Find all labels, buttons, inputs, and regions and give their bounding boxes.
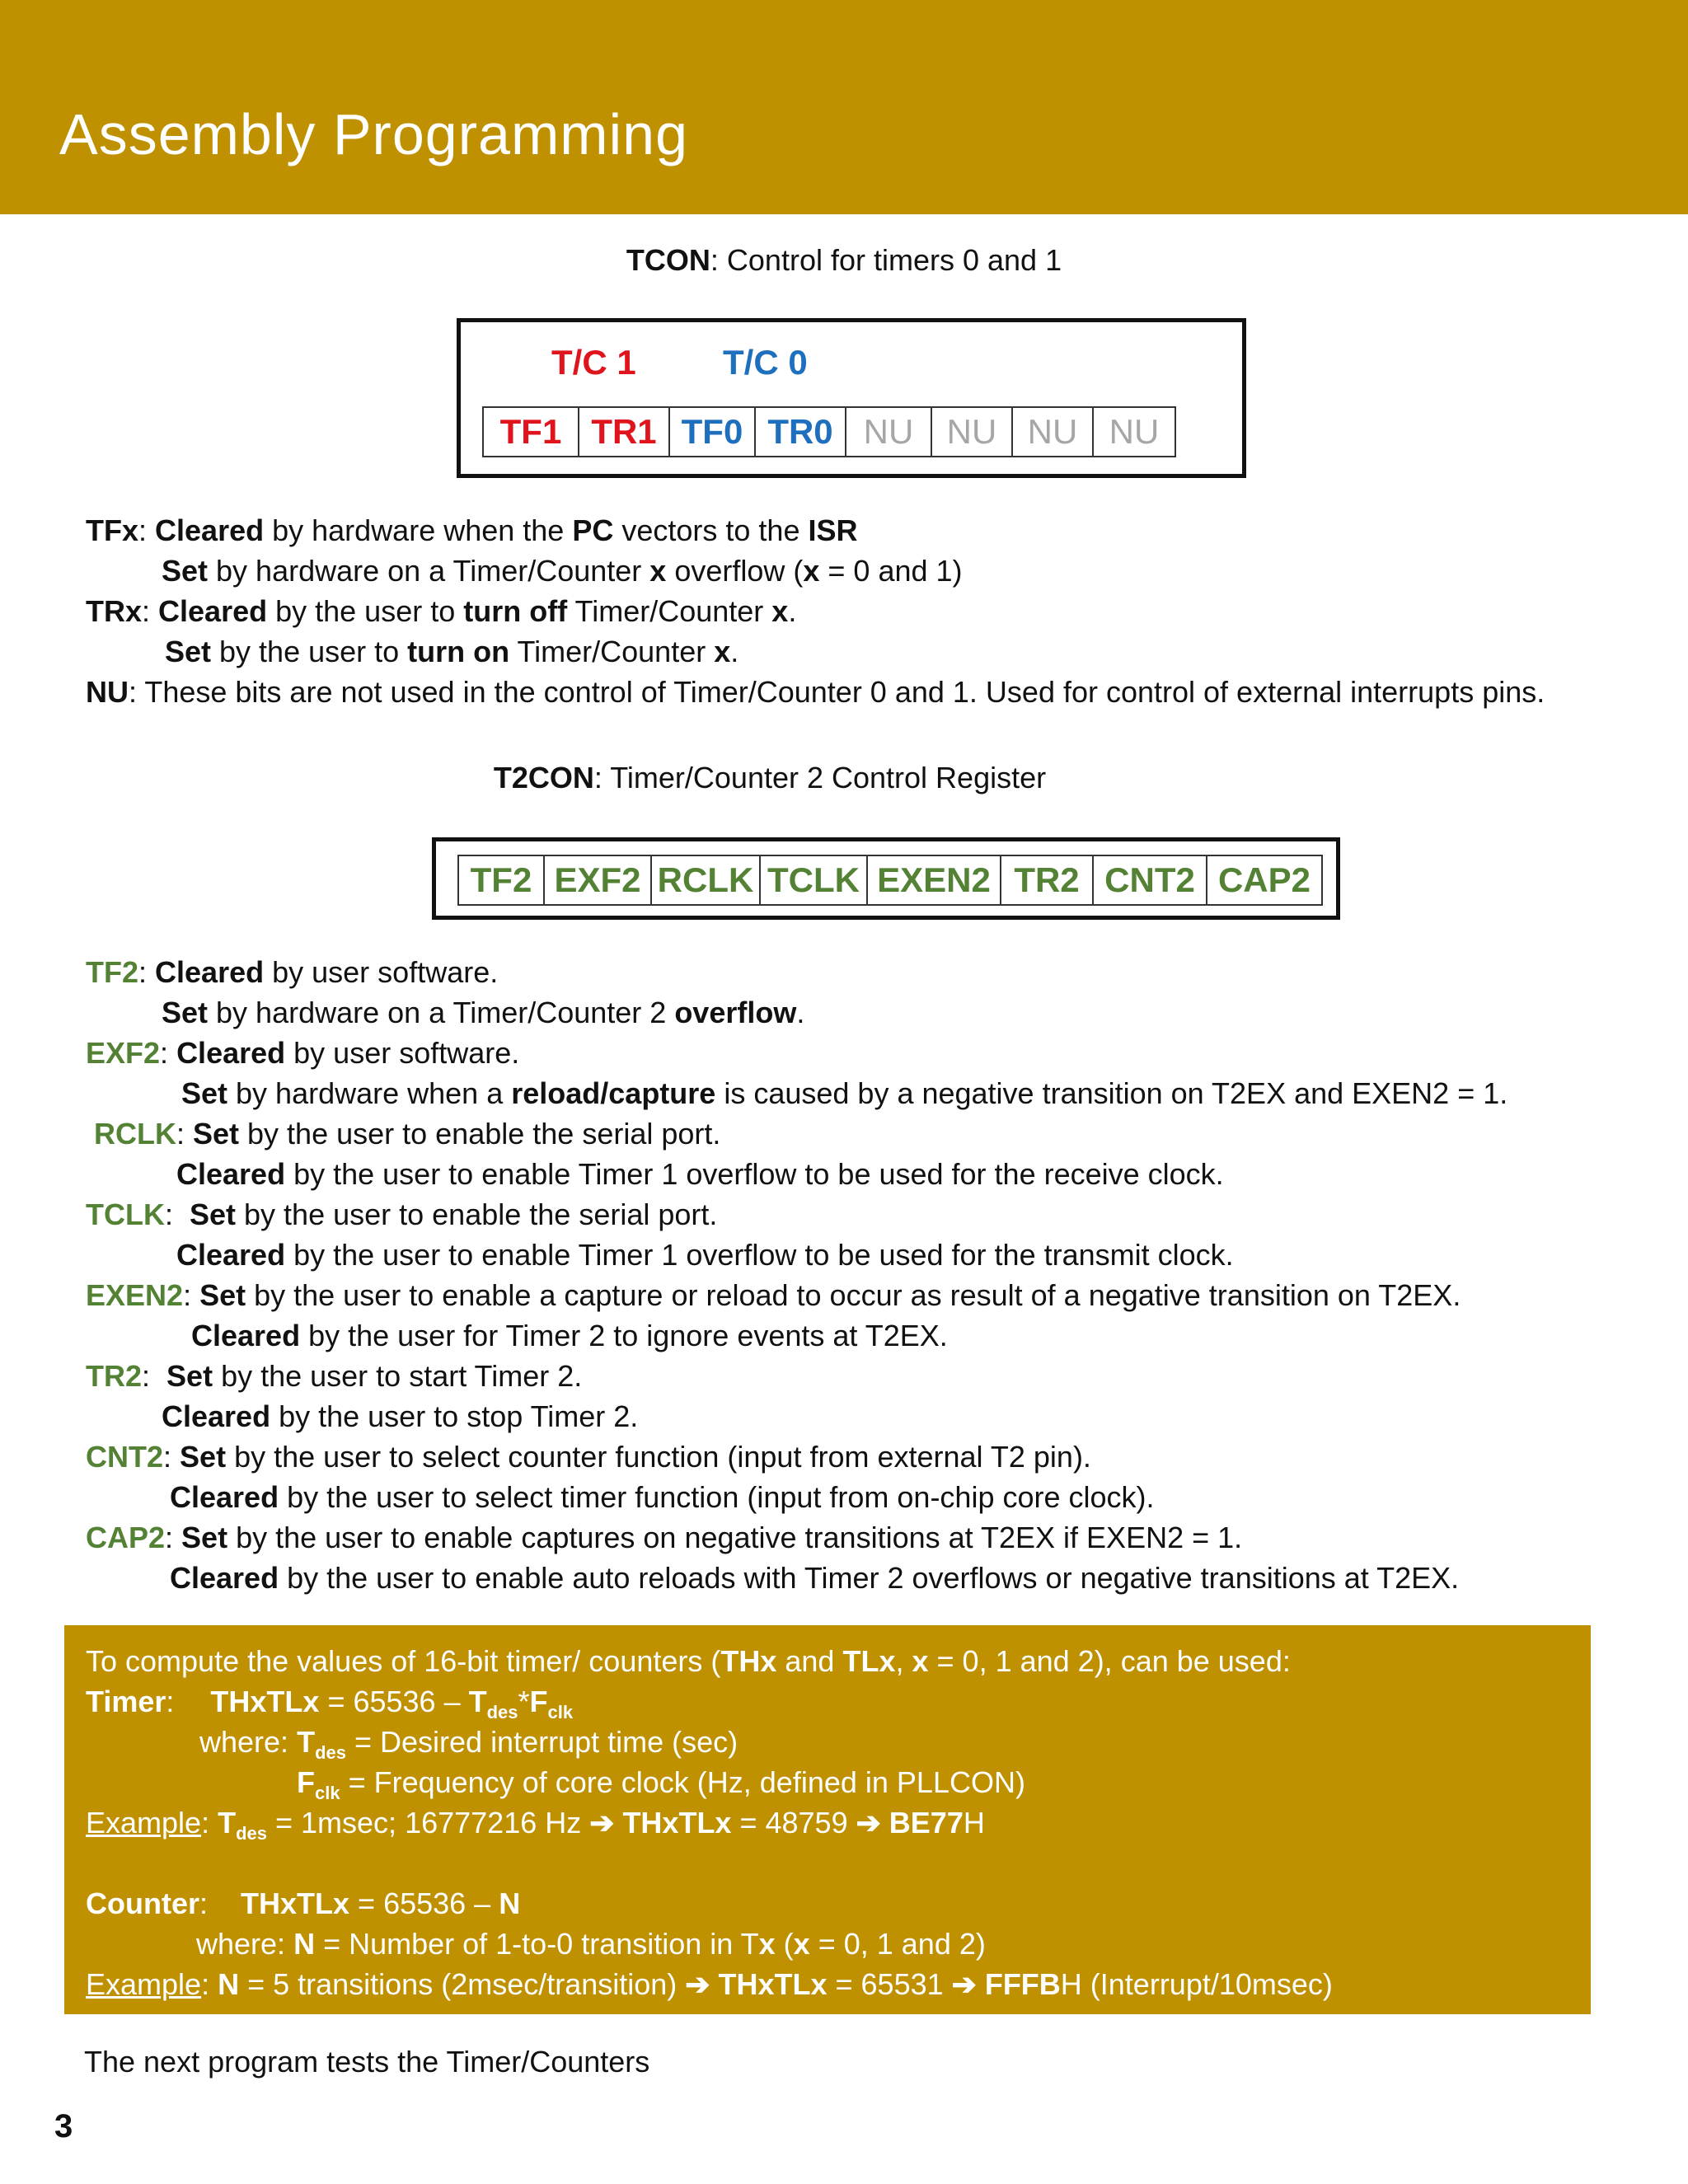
text-bold: THxTLx [622, 1806, 732, 1840]
fclk-definition [297, 1765, 1025, 1803]
subscript: des [486, 1702, 518, 1722]
counter-example: Example: N = 5 transitions (2msec/transition) ➔ THxTLx = 65531 ➔ FFFBH (Interrupt/10msec) [86, 1967, 1333, 2001]
tclk-description-line2 [176, 1240, 1234, 1270]
tcon-bit-nu: NU [846, 408, 932, 456]
tfx-description-line1 [86, 513, 858, 547]
text: = 0 and 1) [819, 554, 963, 588]
text: by the user to enable the serial port. [236, 1197, 718, 1231]
text-bold: T [297, 1725, 316, 1759]
tdes-definition [199, 1727, 738, 1762]
text-bold: Set [162, 554, 209, 588]
text: H [963, 1806, 985, 1840]
separator: : [138, 513, 156, 547]
t2con-register-box [432, 837, 1340, 920]
text: by hardware on a Timer/Counter 2 [208, 996, 675, 1029]
text-bold: BE77 [889, 1806, 964, 1840]
tcon-bit-nu: NU [1013, 408, 1094, 456]
trx-term: TRx [86, 594, 143, 628]
example-label: Example [86, 1806, 202, 1840]
counter-formula [86, 1886, 521, 1920]
text: = Number of 1-to-0 transition in T [315, 1927, 759, 1961]
subscript: des [236, 1823, 267, 1844]
text-bold: ISR [808, 513, 858, 547]
text: . [796, 996, 805, 1029]
text: by the user to enable captures on negative transitions at T2EX if EXEN2 = 1. [227, 1521, 1243, 1554]
text-bold: Set [199, 1278, 246, 1312]
exen2-term: EXEN2 [86, 1278, 184, 1312]
text-bold: N [218, 1967, 240, 2001]
trx-description-line2 [165, 637, 738, 667]
text: . [730, 635, 739, 668]
t2con-bit-rclk: RCLK [652, 856, 761, 904]
page-number: 3 [54, 2108, 73, 2144]
subscript: clk [315, 1783, 340, 1803]
subscript: clk [547, 1702, 574, 1722]
exen2-description-line2 [191, 1321, 948, 1351]
text-bold: FFFB [984, 1967, 1061, 2001]
n-definition [196, 1929, 986, 1959]
text: ( [775, 1927, 794, 1961]
tf2-description-line1: TF2: Cleared by user software. [86, 955, 499, 989]
text: by the user to stop Timer 2. [270, 1399, 639, 1433]
text: overflow ( [666, 554, 804, 588]
exf2-description-line1: EXF2: Cleared by user software. [86, 1036, 520, 1070]
text: = 5 transitions (2msec/transition) [239, 1967, 686, 2001]
text-bold: PC [572, 513, 614, 547]
text: Timer/Counter [509, 635, 715, 668]
subscript: des [315, 1742, 346, 1763]
text-bold: N [293, 1927, 316, 1961]
text-bold: Cleared [176, 1238, 286, 1272]
text: by the user to enable Timer 1 overflow to be used for the receive clock. [285, 1157, 1224, 1191]
text: by the user for Timer 2 to ignore events at T2EX. [300, 1319, 948, 1352]
text: : [166, 1685, 175, 1718]
text-bold: T [218, 1806, 237, 1840]
text: , [895, 1644, 912, 1678]
text-bold: Cleared [155, 955, 265, 989]
text-bold: x [771, 594, 789, 628]
example-label: Example [86, 1967, 202, 2001]
cap2-description-line1: CAP2: Set by the user to enable captures on negative transitions at T2EX if EXEN2 = 1. [86, 1521, 1243, 1554]
text: . [788, 594, 797, 628]
rclk-description-line2 [176, 1157, 1224, 1191]
text: : These bits are not used in the control of Timer/Counter 0 and 1. Used for control of external interrupts pins. [129, 675, 1545, 709]
timer-formula [86, 1687, 573, 1722]
tcon-caption [0, 243, 1688, 277]
arrow-right-icon: ➔ [589, 1806, 615, 1840]
text-bold: THxTLx [210, 1685, 320, 1718]
text: = 48759 [731, 1806, 856, 1840]
text: = 65536 – [319, 1685, 469, 1718]
text: by the user to select timer function (input from on-chip core clock). [279, 1480, 1155, 1514]
tr2-term: TR2 [86, 1359, 143, 1393]
formula-box [64, 1625, 1591, 2014]
text: by hardware on a Timer/Counter [208, 554, 650, 588]
tcon-bit-nu: NU [1109, 412, 1160, 451]
tcon-bit-tf0: TF0 [670, 408, 756, 456]
tcon-bit-nu: NU [932, 408, 1013, 456]
tcon-register-box [457, 318, 1246, 478]
formula-intro [86, 1644, 1291, 1678]
text: and [776, 1644, 843, 1678]
tf2-term: TF2 [86, 955, 139, 989]
text: by the user to enable the serial port. [239, 1117, 721, 1151]
text-bold: x [649, 554, 667, 588]
rclk-term: RCLK [94, 1117, 176, 1151]
t2con-bit-tf2: TF2 [459, 856, 545, 904]
text-bold: N [499, 1886, 521, 1920]
text-bold: THxTLx [718, 1967, 828, 2001]
exen2-description-line1: EXEN2: Set by the user to enable a capture or reload to occur as result of a negative transition on T2EX. [86, 1278, 1461, 1312]
text-bold: F [529, 1685, 548, 1718]
text-bold: Set [180, 1440, 227, 1474]
text-bold: Set [166, 1359, 213, 1393]
tcon-caption-text: : Control for timers 0 and 1 [710, 243, 1062, 277]
text: is caused by a negative transition on T2EX and EXEN2 = 1. [715, 1076, 1508, 1110]
text: by the user to [211, 635, 408, 668]
text: where: [196, 1927, 294, 1961]
text-bold: F [297, 1765, 315, 1799]
arrow-right-icon: ➔ [951, 1967, 977, 2001]
t2con-bit-row [457, 855, 1323, 906]
t2con-bit-tclk: TCLK [761, 856, 868, 904]
text: by user software. [264, 955, 499, 989]
timer-label: Timer [86, 1685, 166, 1718]
text-bold: Cleared [155, 513, 265, 547]
exf2-term: EXF2 [86, 1036, 161, 1070]
tcon-bit-row [482, 406, 1176, 457]
cap2-description-line2 [170, 1563, 1459, 1593]
text: by hardware when the [264, 513, 573, 547]
cnt2-description-line2 [170, 1480, 1155, 1514]
text-bold: turn on [407, 635, 510, 668]
closing-sentence: The next program tests the Timer/Counters [84, 2045, 650, 2079]
tr2-description-line1: TR2: Set by the user to start Timer 2. [86, 1359, 583, 1393]
t2con-bit-cnt2: CNT2 [1094, 856, 1207, 904]
text-bold: Set [193, 1117, 240, 1151]
text-bold: Set [190, 1197, 237, 1231]
text-bold: x [714, 635, 731, 668]
text-bold: Cleared [176, 1036, 286, 1070]
header-banner [0, 0, 1688, 214]
text-bold: Cleared [158, 594, 268, 628]
text-bold: Set [181, 1521, 228, 1554]
text-bold: turn off [463, 594, 568, 628]
text: by the user to [267, 594, 464, 628]
text: by user software. [285, 1036, 520, 1070]
cap2-term: CAP2 [86, 1521, 166, 1554]
text: = 65531 [827, 1967, 952, 2001]
tclk-description-line1: TCLK: Set by the user to enable the serial port. [86, 1197, 718, 1231]
text: by hardware when a [227, 1076, 512, 1110]
text-bold: T [468, 1685, 487, 1718]
text: To compute the values of 16-bit timer/ counters ( [86, 1644, 721, 1678]
t2con-bit-exen2: EXEN2 [868, 856, 1001, 904]
text-bold: x [758, 1927, 776, 1961]
counter-label: Counter [86, 1886, 199, 1920]
text-bold: x [803, 554, 820, 588]
text-bold: x [912, 1644, 929, 1678]
text-bold: Cleared [170, 1480, 279, 1514]
nu-description [86, 677, 1545, 707]
text-bold: x [793, 1927, 810, 1961]
rclk-description-line1: RCLK: Set by the user to enable the serial port. [94, 1117, 721, 1151]
text-bold: THx [720, 1644, 777, 1678]
text-bold: THxTLx [241, 1886, 350, 1920]
text-bold: Set [162, 996, 209, 1029]
tc0-group-label: T/C 0 [723, 343, 808, 382]
timer-example: Example: $T_{des} = 1msec$; 16777216 Hz ➔ THxTLx = 48759 ➔ BE77H [86, 1806, 985, 1844]
page-title: Assembly Programming [59, 102, 688, 166]
text: by the user to enable a capture or reload to occur as result of a negative transition on T2EX. [246, 1278, 1461, 1312]
text: = 0, 1 and 2) [809, 1927, 986, 1961]
text: where: [199, 1725, 298, 1759]
cnt2-description-line1: CNT2: Set by the user to select counter function (input from external T2 pin). [86, 1440, 1091, 1474]
text: * [518, 1685, 530, 1718]
text-bold: Cleared [170, 1561, 279, 1595]
text: Timer/Counter [567, 594, 772, 628]
tcon-bit-tf1: TF1 [484, 408, 579, 456]
t2con-bit-cap2: CAP2 [1217, 860, 1311, 899]
text-bold: overflow [674, 996, 797, 1029]
text: = 0, 1 and 2), can be used: [928, 1644, 1291, 1678]
text: = 1msec; 16777216 Hz [267, 1806, 590, 1840]
text: H (Interrupt/10msec) [1060, 1967, 1333, 2001]
text-bold: Cleared [191, 1319, 301, 1352]
trx-description-line1 [86, 594, 797, 628]
arrow-right-icon: ➔ [856, 1806, 881, 1840]
tfx-description-line2 [162, 556, 963, 586]
t2con-bit-tr2: TR2 [1001, 856, 1094, 904]
t2con-bit-exf2: EXF2 [545, 856, 652, 904]
text: = Desired interrupt time (sec) [345, 1725, 738, 1759]
tclk-term: TCLK [86, 1197, 165, 1231]
text-bold: Cleared [162, 1399, 271, 1433]
text: by the user to enable Timer 1 overflow to be used for the transmit clock. [285, 1238, 1234, 1272]
text: : [199, 1886, 209, 1920]
tf2-description-line2 [162, 998, 804, 1028]
text-bold: reload/capture [511, 1076, 716, 1110]
separator: : [142, 594, 159, 628]
cnt2-term: CNT2 [86, 1440, 164, 1474]
text: = 65536 – [349, 1886, 499, 1920]
t2con-caption [0, 763, 1614, 793]
tfx-term: TFx [86, 513, 139, 547]
tcon-bit-tr0: TR0 [756, 408, 846, 456]
arrow-right-icon: ➔ [685, 1967, 710, 2001]
text: by the user to enable auto reloads with Timer 2 overflows or negative transitions at T2EX. [279, 1561, 1460, 1595]
tc1-group-label: T/C 1 [551, 343, 636, 382]
text-bold: Set [181, 1076, 228, 1110]
text: by the user to select counter function (input from external T2 pin). [226, 1440, 1091, 1474]
tr2-description-line2 [162, 1399, 639, 1433]
text-bold: TLx [842, 1644, 896, 1678]
text: by the user to start Timer 2. [213, 1359, 583, 1393]
t2con-caption-name: T2CON [493, 761, 594, 794]
nu-term: NU [86, 675, 129, 709]
text: vectors to the [613, 513, 809, 547]
exf2-description-line2 [181, 1076, 1508, 1110]
text: = Frequency of core clock (Hz, defined in PLLCON) [340, 1765, 1025, 1799]
text-bold: Set [165, 635, 212, 668]
t2con-caption-text: : Timer/Counter 2 Control Register [593, 761, 1047, 794]
tcon-caption-name: TCON [626, 243, 710, 277]
tcon-bit-tr1: TR1 [579, 408, 670, 456]
text-bold: Cleared [176, 1157, 286, 1191]
